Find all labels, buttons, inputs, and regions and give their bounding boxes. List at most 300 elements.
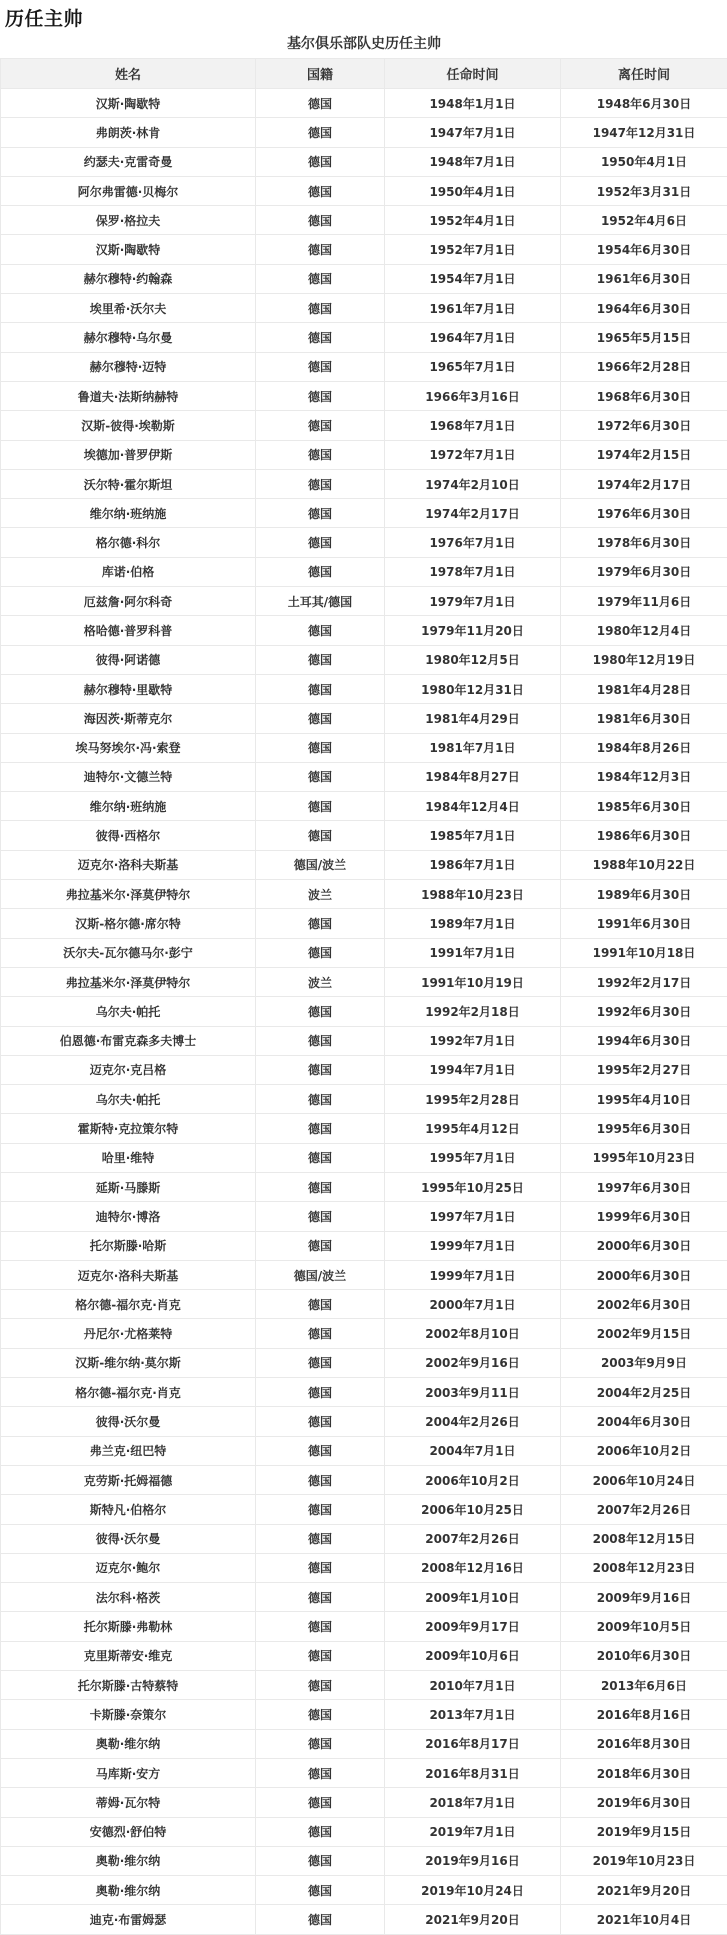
cell-departure-date: 1984年8月26日 bbox=[561, 733, 727, 762]
cell-departure-date: 2003年9月9日 bbox=[561, 1348, 727, 1377]
cell-nationality: 德国 bbox=[256, 1348, 385, 1377]
cell-name: 维尔纳·班纳施 bbox=[1, 792, 256, 821]
cell-appointment-date: 2019年7月1日 bbox=[385, 1817, 561, 1846]
cell-appointment-date: 1974年2月17日 bbox=[385, 499, 561, 528]
cell-name: 赫尔穆特·里歇特 bbox=[1, 674, 256, 703]
cell-departure-date: 2021年10月4日 bbox=[561, 1905, 727, 1934]
cell-departure-date: 2016年8月30日 bbox=[561, 1729, 727, 1758]
cell-appointment-date: 1965年7月1日 bbox=[385, 352, 561, 381]
table-row bbox=[1, 733, 727, 762]
cell-name: 格尔德·科尔 bbox=[1, 528, 256, 557]
cell-nationality: 德国 bbox=[256, 997, 385, 1026]
cell-departure-date: 1981年4月28日 bbox=[561, 674, 727, 703]
cell-departure-date: 1954年6月30日 bbox=[561, 235, 727, 264]
table-row bbox=[1, 1465, 727, 1494]
cell-name: 赫尔穆特·约翰森 bbox=[1, 264, 256, 293]
cell-departure-date: 2008年12月15日 bbox=[561, 1524, 727, 1553]
cell-appointment-date: 2007年2月26日 bbox=[385, 1524, 561, 1553]
cell-nationality: 德国 bbox=[256, 294, 385, 323]
table-row bbox=[1, 1700, 727, 1729]
cell-departure-date: 1981年6月30日 bbox=[561, 704, 727, 733]
cell-appointment-date: 2003年9月11日 bbox=[385, 1378, 561, 1407]
table-row bbox=[1, 1202, 727, 1231]
cell-appointment-date: 1972年7月1日 bbox=[385, 440, 561, 469]
table-row bbox=[1, 821, 727, 850]
cell-departure-date: 1952年4月6日 bbox=[561, 206, 727, 235]
cell-nationality: 德国 bbox=[256, 1846, 385, 1875]
table-row bbox=[1, 235, 727, 264]
table-row bbox=[1, 587, 727, 616]
cell-appointment-date: 1979年11月20日 bbox=[385, 616, 561, 645]
table-row bbox=[1, 1495, 727, 1524]
cell-departure-date: 1964年6月30日 bbox=[561, 294, 727, 323]
cell-departure-date: 1965年5月15日 bbox=[561, 323, 727, 352]
cell-appointment-date: 1979年7月1日 bbox=[385, 587, 561, 616]
table-row bbox=[1, 118, 727, 147]
cell-name: 迈克尔·克吕格 bbox=[1, 1055, 256, 1084]
table-row bbox=[1, 1348, 727, 1377]
table-row bbox=[1, 323, 727, 352]
cell-nationality: 德国 bbox=[256, 235, 385, 264]
cell-appointment-date: 1981年4月29日 bbox=[385, 704, 561, 733]
table-row bbox=[1, 1114, 727, 1143]
cell-departure-date: 1991年10月18日 bbox=[561, 938, 727, 967]
cell-name: 安德烈·舒伯特 bbox=[1, 1817, 256, 1846]
cell-nationality: 德国 bbox=[256, 1407, 385, 1436]
cell-appointment-date: 2016年8月31日 bbox=[385, 1758, 561, 1787]
table-row bbox=[1, 294, 727, 323]
cell-appointment-date: 1991年10月19日 bbox=[385, 967, 561, 996]
cell-name: 弗兰克·纽巴特 bbox=[1, 1436, 256, 1465]
table-row bbox=[1, 1260, 727, 1289]
table-row bbox=[1, 1231, 727, 1260]
table-row bbox=[1, 645, 727, 674]
cell-appointment-date: 1997年7月1日 bbox=[385, 1202, 561, 1231]
cell-nationality: 德国 bbox=[256, 1114, 385, 1143]
cell-nationality: 德国 bbox=[256, 411, 385, 440]
table-row bbox=[1, 762, 727, 791]
cell-name: 弗拉基米尔·泽莫伊特尔 bbox=[1, 967, 256, 996]
cell-nationality: 德国 bbox=[256, 733, 385, 762]
cell-appointment-date: 2006年10月25日 bbox=[385, 1495, 561, 1524]
cell-name: 埃里希·沃尔夫 bbox=[1, 294, 256, 323]
cell-departure-date: 2006年10月24日 bbox=[561, 1465, 727, 1494]
cell-appointment-date: 2004年2月26日 bbox=[385, 1407, 561, 1436]
cell-departure-date: 1984年12月3日 bbox=[561, 762, 727, 791]
column-header-nationality: 国籍 bbox=[256, 59, 385, 89]
table-row bbox=[1, 1553, 727, 1582]
cell-nationality: 德国 bbox=[256, 557, 385, 586]
cell-name: 马库斯·安方 bbox=[1, 1758, 256, 1787]
cell-appointment-date: 1948年1月1日 bbox=[385, 89, 561, 118]
cell-nationality: 德国 bbox=[256, 1729, 385, 1758]
cell-appointment-date: 1974年2月10日 bbox=[385, 469, 561, 498]
cell-appointment-date: 2019年10月24日 bbox=[385, 1876, 561, 1905]
table-row bbox=[1, 1143, 727, 1172]
cell-departure-date: 1992年2月17日 bbox=[561, 967, 727, 996]
table-row bbox=[1, 1671, 727, 1700]
table-row bbox=[1, 967, 727, 996]
cell-departure-date: 1985年6月30日 bbox=[561, 792, 727, 821]
cell-appointment-date: 2016年8月17日 bbox=[385, 1729, 561, 1758]
table-caption: 基尔俱乐部队史历任主帅 bbox=[0, 33, 727, 58]
cell-name: 延斯·马滕斯 bbox=[1, 1172, 256, 1201]
cell-appointment-date: 1999年7月1日 bbox=[385, 1231, 561, 1260]
cell-nationality: 德国 bbox=[256, 440, 385, 469]
cell-appointment-date: 2006年10月2日 bbox=[385, 1465, 561, 1494]
cell-name: 约瑟夫·克雷奇曼 bbox=[1, 147, 256, 176]
table-row bbox=[1, 792, 727, 821]
cell-nationality: 德国 bbox=[256, 1641, 385, 1670]
cell-appointment-date: 1968年7月1日 bbox=[385, 411, 561, 440]
cell-departure-date: 2008年12月23日 bbox=[561, 1553, 727, 1582]
table-row bbox=[1, 352, 727, 381]
table-row bbox=[1, 499, 727, 528]
cell-name: 弗朗茨·林肯 bbox=[1, 118, 256, 147]
table-row bbox=[1, 997, 727, 1026]
table-row bbox=[1, 264, 727, 293]
table-header-row bbox=[1, 59, 727, 89]
table-row bbox=[1, 1378, 727, 1407]
cell-appointment-date: 1976年7月1日 bbox=[385, 528, 561, 557]
cell-departure-date: 1999年6月30日 bbox=[561, 1202, 727, 1231]
cell-departure-date: 2000年6月30日 bbox=[561, 1231, 727, 1260]
cell-departure-date: 1995年10月23日 bbox=[561, 1143, 727, 1172]
table-row bbox=[1, 469, 727, 498]
cell-nationality: 德国 bbox=[256, 528, 385, 557]
cell-name: 乌尔夫·帕托 bbox=[1, 1085, 256, 1114]
cell-appointment-date: 1947年7月1日 bbox=[385, 118, 561, 147]
cell-appointment-date: 1985年7月1日 bbox=[385, 821, 561, 850]
cell-departure-date: 1980年12月4日 bbox=[561, 616, 727, 645]
cell-departure-date: 1974年2月15日 bbox=[561, 440, 727, 469]
cell-appointment-date: 2000年7月1日 bbox=[385, 1290, 561, 1319]
cell-departure-date: 1991年6月30日 bbox=[561, 909, 727, 938]
cell-name: 斯特凡·伯格尔 bbox=[1, 1495, 256, 1524]
cell-name: 海因茨·斯蒂克尔 bbox=[1, 704, 256, 733]
cell-departure-date: 1986年6月30日 bbox=[561, 821, 727, 850]
cell-nationality: 德国 bbox=[256, 1436, 385, 1465]
cell-nationality: 德国 bbox=[256, 1143, 385, 1172]
cell-departure-date: 1995年6月30日 bbox=[561, 1114, 727, 1143]
cell-name: 格尔德-福尔克·肖克 bbox=[1, 1290, 256, 1319]
cell-departure-date: 1961年6月30日 bbox=[561, 264, 727, 293]
cell-appointment-date: 2019年9月16日 bbox=[385, 1846, 561, 1875]
cell-name: 乌尔夫·帕托 bbox=[1, 997, 256, 1026]
cell-name: 奥勒·维尔纳 bbox=[1, 1729, 256, 1758]
cell-departure-date: 2006年10月2日 bbox=[561, 1436, 727, 1465]
cell-name: 托尔斯滕·古特蔡特 bbox=[1, 1671, 256, 1700]
cell-nationality: 德国 bbox=[256, 499, 385, 528]
cell-name: 埃德加·普罗伊斯 bbox=[1, 440, 256, 469]
cell-appointment-date: 1995年7月1日 bbox=[385, 1143, 561, 1172]
cell-departure-date: 2019年6月30日 bbox=[561, 1788, 727, 1817]
cell-nationality: 德国 bbox=[256, 381, 385, 410]
cell-name: 维尔纳·班纳施 bbox=[1, 499, 256, 528]
cell-nationality: 德国 bbox=[256, 938, 385, 967]
cell-nationality: 德国 bbox=[256, 1465, 385, 1494]
cell-name: 格尔德-福尔克·肖克 bbox=[1, 1378, 256, 1407]
cell-departure-date: 2013年6月6日 bbox=[561, 1671, 727, 1700]
cell-departure-date: 1979年11月6日 bbox=[561, 587, 727, 616]
cell-nationality: 德国 bbox=[256, 118, 385, 147]
table-row bbox=[1, 440, 727, 469]
cell-appointment-date: 1980年12月31日 bbox=[385, 674, 561, 703]
cell-name: 赫尔穆特·迈特 bbox=[1, 352, 256, 381]
cell-appointment-date: 1952年4月1日 bbox=[385, 206, 561, 235]
cell-departure-date: 2004年6月30日 bbox=[561, 1407, 727, 1436]
table-row bbox=[1, 528, 727, 557]
table-row bbox=[1, 1905, 727, 1934]
column-header-departure-date: 离任时间 bbox=[561, 59, 727, 89]
cell-appointment-date: 2004年7月1日 bbox=[385, 1436, 561, 1465]
cell-nationality: 德国 bbox=[256, 1758, 385, 1787]
cell-nationality: 德国 bbox=[256, 1202, 385, 1231]
cell-name: 彼得·沃尔曼 bbox=[1, 1407, 256, 1436]
table-row bbox=[1, 1172, 727, 1201]
column-header-appointment-date: 任命时间 bbox=[385, 59, 561, 89]
cell-name: 阿尔弗雷德·贝梅尔 bbox=[1, 176, 256, 205]
cell-nationality: 德国 bbox=[256, 206, 385, 235]
table-row bbox=[1, 1729, 727, 1758]
cell-appointment-date: 2002年9月16日 bbox=[385, 1348, 561, 1377]
cell-appointment-date: 1952年7月1日 bbox=[385, 235, 561, 264]
cell-appointment-date: 2010年7月1日 bbox=[385, 1671, 561, 1700]
cell-departure-date: 1997年6月30日 bbox=[561, 1172, 727, 1201]
cell-nationality: 德国 bbox=[256, 792, 385, 821]
cell-nationality: 德国 bbox=[256, 674, 385, 703]
cell-appointment-date: 1978年7月1日 bbox=[385, 557, 561, 586]
cell-nationality: 德国 bbox=[256, 645, 385, 674]
cell-name: 蒂姆·瓦尔特 bbox=[1, 1788, 256, 1817]
cell-nationality: 德国 bbox=[256, 1085, 385, 1114]
cell-appointment-date: 1994年7月1日 bbox=[385, 1055, 561, 1084]
cell-name: 埃马努埃尔·冯·索登 bbox=[1, 733, 256, 762]
cell-departure-date: 2002年6月30日 bbox=[561, 1290, 727, 1319]
cell-name: 厄兹詹·阿尔科奇 bbox=[1, 587, 256, 616]
table-row bbox=[1, 381, 727, 410]
cell-departure-date: 1976年6月30日 bbox=[561, 499, 727, 528]
cell-nationality: 德国 bbox=[256, 1583, 385, 1612]
table-row bbox=[1, 1407, 727, 1436]
cell-departure-date: 1989年6月30日 bbox=[561, 880, 727, 909]
cell-name: 托尔斯滕·哈斯 bbox=[1, 1231, 256, 1260]
cell-appointment-date: 1948年7月1日 bbox=[385, 147, 561, 176]
cell-nationality: 德国 bbox=[256, 323, 385, 352]
cell-name: 彼得·西格尔 bbox=[1, 821, 256, 850]
cell-name: 迈克尔·洛科夫斯基 bbox=[1, 1260, 256, 1289]
cell-departure-date: 2021年9月20日 bbox=[561, 1876, 727, 1905]
cell-name: 汉斯·陶歇特 bbox=[1, 235, 256, 264]
cell-appointment-date: 2013年7月1日 bbox=[385, 1700, 561, 1729]
cell-name: 鲁道夫·法斯纳赫特 bbox=[1, 381, 256, 410]
table-row bbox=[1, 1026, 727, 1055]
cell-name: 弗拉基米尔·泽莫伊特尔 bbox=[1, 880, 256, 909]
cell-name: 丹尼尔·尤格莱特 bbox=[1, 1319, 256, 1348]
table-body bbox=[1, 89, 727, 1935]
cell-nationality: 德国 bbox=[256, 89, 385, 118]
cell-appointment-date: 1984年12月4日 bbox=[385, 792, 561, 821]
cell-name: 迪特尔·文德兰特 bbox=[1, 762, 256, 791]
cell-departure-date: 1995年2月27日 bbox=[561, 1055, 727, 1084]
table-row bbox=[1, 880, 727, 909]
cell-appointment-date: 1992年7月1日 bbox=[385, 1026, 561, 1055]
cell-nationality: 德国 bbox=[256, 1612, 385, 1641]
cell-name: 迈克尔·鲍尔 bbox=[1, 1553, 256, 1582]
cell-nationality: 德国 bbox=[256, 821, 385, 850]
table-row bbox=[1, 1758, 727, 1787]
cell-nationality: 德国 bbox=[256, 1172, 385, 1201]
cell-name: 法尔科·格茨 bbox=[1, 1583, 256, 1612]
cell-name: 沃尔特·霍尔斯坦 bbox=[1, 469, 256, 498]
cell-appointment-date: 1988年10月23日 bbox=[385, 880, 561, 909]
cell-departure-date: 1988年10月22日 bbox=[561, 850, 727, 879]
cell-name: 霍斯特·克拉策尔特 bbox=[1, 1114, 256, 1143]
cell-appointment-date: 1961年7月1日 bbox=[385, 294, 561, 323]
cell-nationality: 德国/波兰 bbox=[256, 1260, 385, 1289]
cell-name: 库诺·伯格 bbox=[1, 557, 256, 586]
cell-nationality: 德国 bbox=[256, 616, 385, 645]
cell-departure-date: 1947年12月31日 bbox=[561, 118, 727, 147]
cell-name: 迪克·布雷姆瑟 bbox=[1, 1905, 256, 1934]
table-row bbox=[1, 1817, 727, 1846]
cell-appointment-date: 1954年7月1日 bbox=[385, 264, 561, 293]
cell-nationality: 德国 bbox=[256, 1553, 385, 1582]
table-row bbox=[1, 411, 727, 440]
cell-departure-date: 1952年3月31日 bbox=[561, 176, 727, 205]
cell-appointment-date: 1966年3月16日 bbox=[385, 381, 561, 410]
cell-nationality: 德国/波兰 bbox=[256, 850, 385, 879]
table-row bbox=[1, 909, 727, 938]
cell-departure-date: 1980年12月19日 bbox=[561, 645, 727, 674]
cell-nationality: 德国 bbox=[256, 909, 385, 938]
cell-name: 保罗·格拉夫 bbox=[1, 206, 256, 235]
cell-departure-date: 1948年6月30日 bbox=[561, 89, 727, 118]
cell-name: 哈里·维特 bbox=[1, 1143, 256, 1172]
cell-nationality: 德国 bbox=[256, 762, 385, 791]
coach-history-table bbox=[0, 33, 727, 1935]
cell-appointment-date: 1964年7月1日 bbox=[385, 323, 561, 352]
table-row bbox=[1, 616, 727, 645]
cell-nationality: 德国 bbox=[256, 469, 385, 498]
table-row bbox=[1, 176, 727, 205]
table-row bbox=[1, 1583, 727, 1612]
cell-departure-date: 1974年2月17日 bbox=[561, 469, 727, 498]
cell-nationality: 德国 bbox=[256, 176, 385, 205]
cell-appointment-date: 2009年1月10日 bbox=[385, 1583, 561, 1612]
cell-nationality: 德国 bbox=[256, 1671, 385, 1700]
cell-appointment-date: 2009年9月17日 bbox=[385, 1612, 561, 1641]
cell-name: 伯恩德·布雷克森多夫博士 bbox=[1, 1026, 256, 1055]
cell-name: 汉斯-维尔纳·莫尔斯 bbox=[1, 1348, 256, 1377]
cell-departure-date: 1972年6月30日 bbox=[561, 411, 727, 440]
cell-appointment-date: 2009年10月6日 bbox=[385, 1641, 561, 1670]
cell-nationality: 土耳其/德国 bbox=[256, 587, 385, 616]
cell-name: 托尔斯滕·弗勒林 bbox=[1, 1612, 256, 1641]
cell-appointment-date: 1995年4月12日 bbox=[385, 1114, 561, 1143]
cell-departure-date: 2002年9月15日 bbox=[561, 1319, 727, 1348]
cell-appointment-date: 1981年7月1日 bbox=[385, 733, 561, 762]
cell-nationality: 德国 bbox=[256, 1055, 385, 1084]
cell-departure-date: 2004年2月25日 bbox=[561, 1378, 727, 1407]
cell-name: 格哈德·普罗科普 bbox=[1, 616, 256, 645]
cell-appointment-date: 1980年12月5日 bbox=[385, 645, 561, 674]
cell-appointment-date: 1999年7月1日 bbox=[385, 1260, 561, 1289]
table-row bbox=[1, 704, 727, 733]
cell-nationality: 德国 bbox=[256, 1378, 385, 1407]
cell-name: 彼得·阿诺德 bbox=[1, 645, 256, 674]
cell-nationality: 德国 bbox=[256, 1026, 385, 1055]
cell-appointment-date: 1950年4月1日 bbox=[385, 176, 561, 205]
cell-departure-date: 1950年4月1日 bbox=[561, 147, 727, 176]
cell-name: 沃尔夫-瓦尔德马尔·彭宁 bbox=[1, 938, 256, 967]
cell-name: 赫尔穆特·乌尔曼 bbox=[1, 323, 256, 352]
page-title: 历任主帅 bbox=[0, 0, 727, 33]
cell-appointment-date: 1995年10月25日 bbox=[385, 1172, 561, 1201]
cell-departure-date: 1995年4月10日 bbox=[561, 1085, 727, 1114]
cell-name: 奥勒·维尔纳 bbox=[1, 1876, 256, 1905]
cell-departure-date: 1994年6月30日 bbox=[561, 1026, 727, 1055]
cell-nationality: 德国 bbox=[256, 1905, 385, 1934]
table-row bbox=[1, 1319, 727, 1348]
table-row bbox=[1, 147, 727, 176]
cell-departure-date: 2000年6月30日 bbox=[561, 1260, 727, 1289]
cell-departure-date: 1992年6月30日 bbox=[561, 997, 727, 1026]
cell-nationality: 波兰 bbox=[256, 967, 385, 996]
cell-departure-date: 2009年10月5日 bbox=[561, 1612, 727, 1641]
cell-name: 汉斯·陶歇特 bbox=[1, 89, 256, 118]
table-row bbox=[1, 938, 727, 967]
table-row bbox=[1, 1055, 727, 1084]
cell-nationality: 德国 bbox=[256, 264, 385, 293]
table-row bbox=[1, 1641, 727, 1670]
cell-nationality: 德国 bbox=[256, 1700, 385, 1729]
cell-name: 迈克尔·洛科夫斯基 bbox=[1, 850, 256, 879]
cell-departure-date: 2009年9月16日 bbox=[561, 1583, 727, 1612]
cell-departure-date: 2007年2月26日 bbox=[561, 1495, 727, 1524]
table-row bbox=[1, 1085, 727, 1114]
cell-appointment-date: 1984年8月27日 bbox=[385, 762, 561, 791]
cell-nationality: 德国 bbox=[256, 147, 385, 176]
cell-name: 奥勒·维尔纳 bbox=[1, 1846, 256, 1875]
cell-nationality: 德国 bbox=[256, 1290, 385, 1319]
cell-name: 卡斯滕·奈策尔 bbox=[1, 1700, 256, 1729]
table-row bbox=[1, 1524, 727, 1553]
cell-departure-date: 1968年6月30日 bbox=[561, 381, 727, 410]
cell-appointment-date: 1986年7月1日 bbox=[385, 850, 561, 879]
cell-nationality: 波兰 bbox=[256, 880, 385, 909]
cell-appointment-date: 1992年2月18日 bbox=[385, 997, 561, 1026]
cell-appointment-date: 2008年12月16日 bbox=[385, 1553, 561, 1582]
column-header-name: 姓名 bbox=[1, 59, 256, 89]
table-row bbox=[1, 674, 727, 703]
table-row bbox=[1, 89, 727, 118]
table-row bbox=[1, 1846, 727, 1875]
table-row bbox=[1, 1788, 727, 1817]
cell-nationality: 德国 bbox=[256, 1319, 385, 1348]
cell-nationality: 德国 bbox=[256, 1788, 385, 1817]
cell-name: 汉斯-格尔德·席尔特 bbox=[1, 909, 256, 938]
cell-departure-date: 2019年9月15日 bbox=[561, 1817, 727, 1846]
cell-nationality: 德国 bbox=[256, 704, 385, 733]
cell-departure-date: 1966年2月28日 bbox=[561, 352, 727, 381]
cell-departure-date: 2010年6月30日 bbox=[561, 1641, 727, 1670]
cell-departure-date: 2018年6月30日 bbox=[561, 1758, 727, 1787]
cell-departure-date: 1978年6月30日 bbox=[561, 528, 727, 557]
cell-appointment-date: 1991年7月1日 bbox=[385, 938, 561, 967]
cell-name: 迪特尔·博洛 bbox=[1, 1202, 256, 1231]
table-row bbox=[1, 1436, 727, 1465]
